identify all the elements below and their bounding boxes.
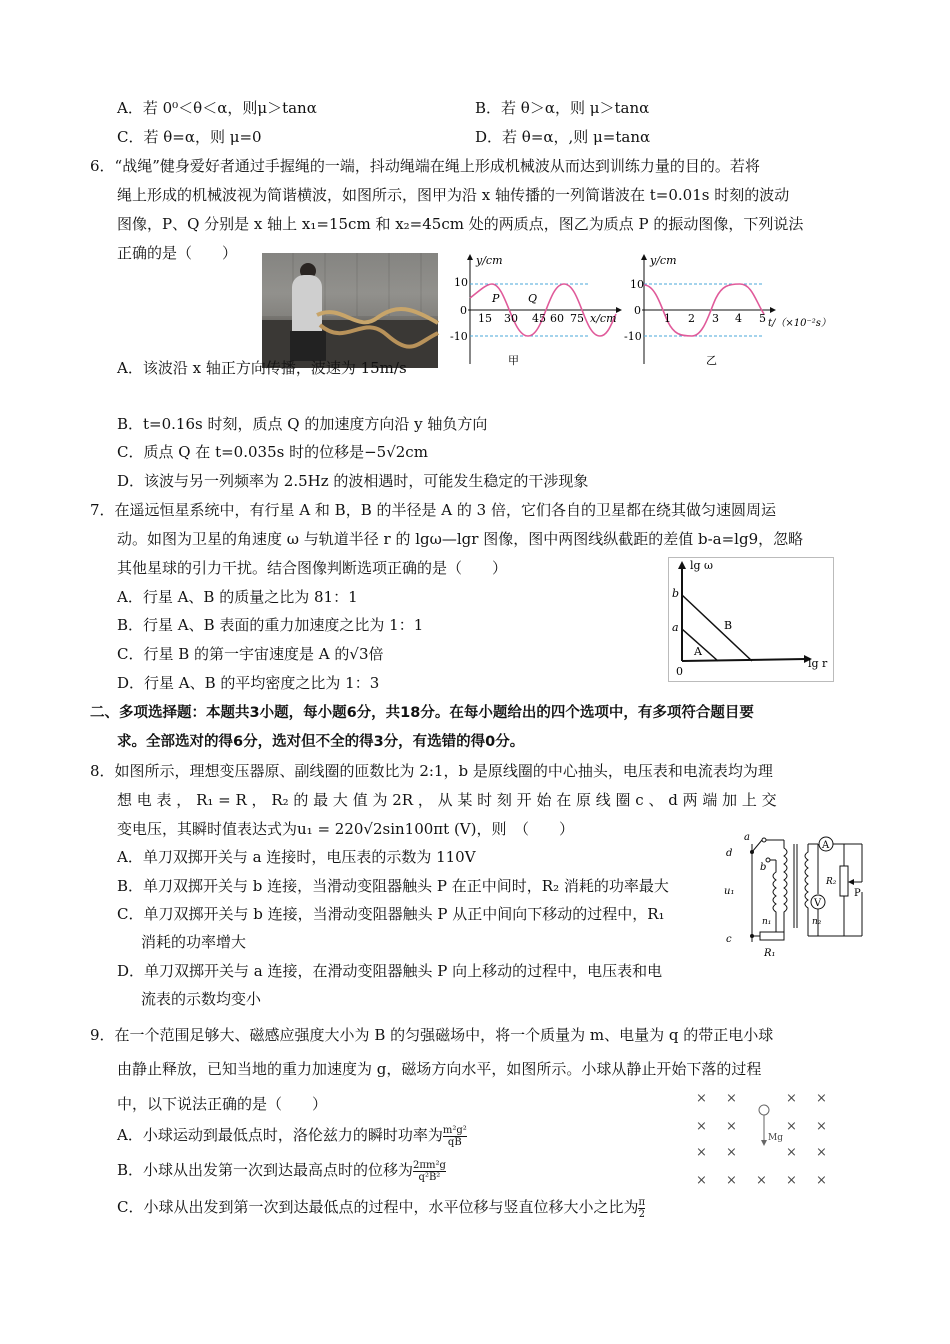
wave-graph-jia	[448, 252, 623, 372]
yi-xtick-5: 5	[759, 312, 766, 325]
q9-c-fraction	[638, 1197, 645, 1220]
intercept-b-label: b	[672, 587, 680, 600]
field-cross-mark: ×	[786, 1145, 797, 1160]
jia-xtick-75: 75	[570, 312, 584, 325]
magnetic-field-diagram	[688, 1088, 838, 1188]
q9-a-numerator: m²g²	[442, 1124, 467, 1136]
yi-xtick-4: 4	[735, 312, 742, 325]
yi-ytick-10: 10	[630, 278, 644, 291]
field-cross-mark: ×	[816, 1145, 827, 1160]
field-cross-mark: ×	[696, 1145, 707, 1160]
q9-b-fraction	[413, 1160, 446, 1183]
q8-stem-line1: 8．如图所示，理想变压器原、副线圈的匝数比为 2:1，b 是原线圈的中心抽头，电压表和电流表均为理	[90, 762, 773, 780]
field-cross-mark: ×	[786, 1119, 797, 1134]
slider-p-label: P	[854, 888, 861, 899]
yi-ytick-0: 0	[634, 304, 641, 317]
q6-option-c: C．质点 Q 在 t=0.035s 时的位移是−5√2cm	[117, 443, 428, 461]
jia-xtick-45: 45	[532, 312, 546, 325]
yi-xtick-2: 2	[688, 312, 695, 325]
q9-stem-line2: 由静止释放，已知当地的重力加速度为 g，磁场方向水平，如图所示。小球从静止开始下落的过程	[117, 1060, 762, 1078]
transformer-circuit-diagram	[722, 832, 872, 962]
field-cross-mark: ×	[816, 1119, 827, 1134]
ammeter-label: A	[822, 840, 830, 851]
q7-stem-line1: 7．在遥远恒星系统中，有行星 A 和 B，B 的半径是 A 的 3 倍，它们各自的卫星都在绕其做匀速圆周运	[90, 501, 776, 519]
terminal-d-label: d	[726, 848, 733, 859]
q9-c-denominator: 2	[638, 1208, 645, 1220]
section2-heading-line1: 二、多项选择题：本题共3小题，每小题6分，共18分。在每小题给出的四个选项中，有多项符合题目要	[90, 705, 754, 721]
n1-label: n₁	[762, 917, 772, 927]
r2-label: R₂	[826, 877, 837, 887]
q9-option-a	[117, 1124, 467, 1148]
q6-option-b: B．t=0.16s 时刻，质点 Q 的加速度方向沿 y 轴负方向	[117, 415, 488, 433]
terminal-b-label: b	[760, 862, 767, 873]
line-b-label: B	[724, 619, 733, 632]
jia-ytick-10: 10	[454, 276, 468, 289]
point-p-label: P	[492, 292, 500, 305]
intercept-a-label: a	[672, 621, 679, 634]
q8-option-b: B．单刀双掷开关与 b 连接，当滑动变阻器触头 P 在正中间时，R₂ 消耗的功率最大	[117, 877, 669, 895]
field-cross-mark: ×	[816, 1091, 827, 1106]
q9-b-numerator: 2πm²g	[413, 1159, 446, 1171]
q5-option-d: D．若 θ=α，,则 μ=tanα	[475, 128, 651, 146]
field-cross-mark: ×	[696, 1119, 707, 1134]
q6-option-a: A．该波沿 x 轴正方向传播，波速为 15m/s	[117, 359, 407, 377]
q9-option-b	[117, 1159, 446, 1183]
terminal-c-label: c	[726, 934, 732, 945]
q5-option-c: C．若 θ=α，则 μ=0	[117, 128, 262, 146]
q9-option-a-text: A．小球运动到最低点时，洛伦兹力的瞬时功率为	[117, 1126, 443, 1144]
q8-stem-line2: 想 电 表 ， R₁ = R ， R₂ 的 最 大 值 为 2R ， 从 某 时 刻 开 始 在 原 线 圈 c 、 d 两 端 加 上 交	[117, 791, 777, 809]
field-cross-mark: ×	[816, 1173, 827, 1188]
q9-b-denominator: q²B²	[418, 1171, 441, 1183]
q8-option-c-line1: C．单刀双掷开关与 b 连接，当滑动变阻器触头 P 从正中间向下移动的过程中，R₁	[117, 905, 665, 923]
n2-label: n₂	[812, 917, 822, 927]
battle-rope-photo	[262, 253, 438, 368]
terminal-a-label: a	[744, 832, 750, 843]
point-q-label: Q	[528, 292, 538, 305]
jia-ylabel: y/cm	[476, 254, 503, 267]
q9-option-b-text: B．小球从出发第一次到达最高点时的位移为	[117, 1161, 414, 1179]
q7-stem-line2: 动。如图为卫星的角速度 ω 与轨道半径 r 的 lgω—lgr 图像，图中两图线纵截距的差值 b-a=lg9，忽略	[117, 530, 804, 548]
u1-label: u₁	[724, 886, 735, 897]
q5-option-a: A．若 0⁰＜θ＜α，则μ＞tanα	[117, 99, 317, 117]
field-cross-mark: ×	[726, 1119, 737, 1134]
section2-heading-line2: 求。全部选对的得6分，选对但不全的得3分，有选错的得0分。	[117, 734, 525, 750]
q7-option-d: D．行星 A、B 的平均密度之比为 1：3	[117, 674, 380, 692]
q9-option-c-text: C．小球从出发到第一次到达最低点的过程中，水平位移与竖直位移大小之比为	[117, 1198, 639, 1216]
jia-caption: 甲	[508, 354, 519, 367]
q8-option-c-line2: 消耗的功率增大	[141, 933, 247, 951]
field-cross-mark: ×	[726, 1145, 737, 1160]
q8-option-d-line2: 流表的示数均变小	[141, 990, 262, 1008]
field-cross-mark: ×	[726, 1091, 737, 1106]
jia-xtick-15: 15	[478, 312, 492, 325]
jia-xtick-30: 30	[504, 312, 518, 325]
q6-stem-line2: 绳上形成的机械波视为简谐横波，如图所示，图甲为沿 x 轴传播的一列简谐波在 t=0.01s 时刻的波动	[117, 186, 790, 204]
q9-a-fraction	[443, 1125, 467, 1148]
q9-option-c	[117, 1196, 645, 1220]
voltmeter-label: V	[814, 898, 822, 909]
origin-label: 0	[676, 665, 683, 678]
q7-option-c: C．行星 B 的第一宇宙速度是 A 的√3倍	[117, 645, 384, 663]
lg-ylabel: lg ω	[690, 559, 714, 572]
q6-stem-line3: 图像，P、Q 分别是 x 轴上 x₁=15cm 和 x₂=45cm 处的两质点，图乙为质点 P 的振动图像，下列说法	[117, 215, 804, 233]
field-cross-mark: ×	[786, 1091, 797, 1106]
lg-omega-lg-r-graph	[668, 557, 834, 682]
q6-stem-line1: 6．“战绳”健身爱好者通过手握绳的一端，抖动绳端在绳上形成机械波从而达到训练力量的目的。若将	[90, 157, 760, 175]
q9-a-denominator: qB	[447, 1136, 462, 1148]
r1-label: R₁	[764, 948, 776, 959]
field-cross-mark: ×	[696, 1173, 707, 1188]
q5-option-b: B．若 θ＞α，则 μ＞tanα	[475, 99, 650, 117]
jia-ytick-neg10: -10	[450, 330, 468, 343]
q7-option-a: A．行星 A、B 的质量之比为 81：1	[117, 588, 358, 606]
jia-xtick-60: 60	[550, 312, 564, 325]
line-a-label: A	[694, 645, 702, 658]
jia-xlabel: x/cm	[590, 312, 617, 325]
q8-option-a: A．单刀双掷开关与 a 连接时，电压表的示数为 110V	[117, 848, 476, 866]
yi-xlabel: t/（×10⁻²s）	[768, 318, 831, 329]
lg-xlabel: lg r	[808, 657, 828, 670]
yi-xtick-3: 3	[712, 312, 719, 325]
q6-stem-line4: 正确的是（ ）	[117, 244, 238, 262]
field-cross-mark: ×	[726, 1173, 737, 1188]
jia-ytick-0: 0	[460, 304, 467, 317]
q6-option-d: D．该波与另一列频率为 2.5Hz 的波相遇时，可能发生稳定的干涉现象	[117, 472, 589, 490]
field-cross-mark: ×	[786, 1173, 797, 1188]
yi-caption: 乙	[706, 354, 717, 367]
q7-option-b: B．行星 A、B 表面的重力加速度之比为 1：1	[117, 616, 424, 634]
gravity-label: Mg	[768, 1133, 783, 1143]
yi-xtick-1: 1	[664, 312, 671, 325]
q8-stem-line3: 变电压，其瞬时值表达式为u₁ = 220√2sin100πt (V)，则 （ ）	[117, 820, 574, 838]
yi-ylabel: y/cm	[650, 254, 677, 267]
q9-stem-line3: 中，以下说法正确的是（ ）	[117, 1095, 328, 1113]
q9-c-numerator: π	[638, 1196, 646, 1208]
field-cross-mark: ×	[756, 1173, 767, 1188]
q9-stem-line1: 9．在一个范围足够大、磁感应强度大小为 B 的匀强磁场中，将一个质量为 m、电量为 q 的带正电小球	[90, 1026, 774, 1044]
q8-option-d-line1: D．单刀双掷开关与 a 连接，在滑动变阻器触头 P 向上移动的过程中，电压表和电	[117, 962, 663, 980]
vibration-graph-yi	[622, 252, 831, 372]
field-cross-mark: ×	[696, 1091, 707, 1106]
yi-ytick-neg10: -10	[624, 330, 642, 343]
q7-stem-line3: 其他星球的引力干扰。结合图像判断选项正确的是（ ）	[117, 559, 508, 577]
